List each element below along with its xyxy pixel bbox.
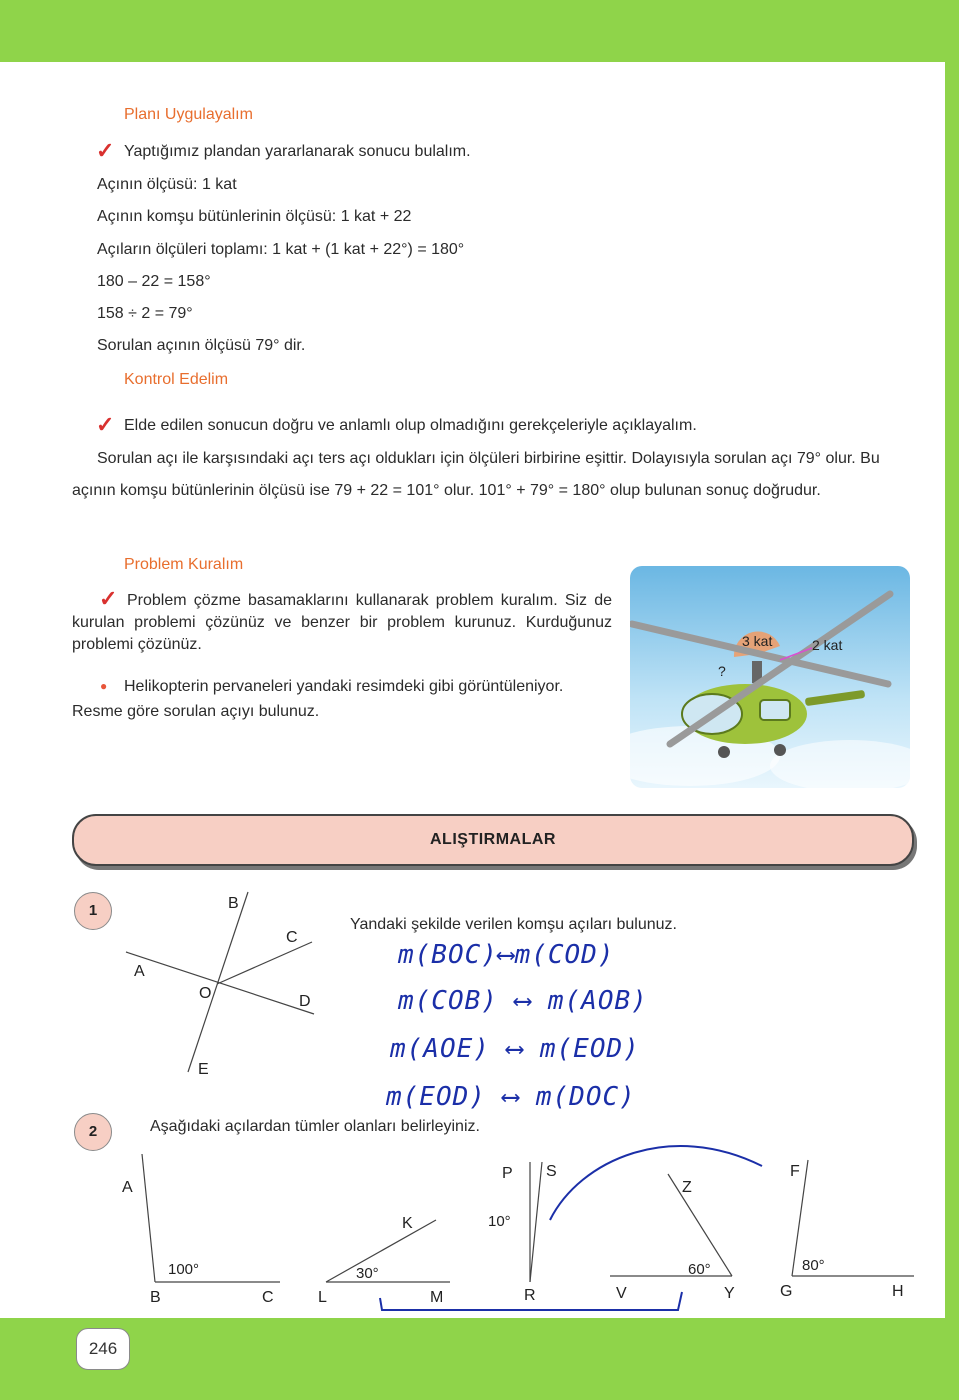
angle-ZYV (610, 1174, 735, 1302)
label-C: C (286, 929, 298, 946)
label-Z: Z (682, 1179, 692, 1196)
exercise1-figure (110, 880, 330, 1080)
control-paragraph: Sorulan açı ile karşısındaki açı ters açı oldukları için ölçüleri birbirine eşittir. Dolayısıyla sorulan açı 79° olur. Bu açının komşu bütünlerinin ölçüsü ise 79 + 22 = 101° olur. 101° + 79° = 180° olup bulunan sonuç doğrudur. (72, 450, 880, 499)
page-number: 246 (76, 1328, 130, 1370)
problem-bullet: Helikopterin pervaneleri yandaki resimdeki gibi görüntüleniyor. Resme göre sorulan açıyı bulunuz. (72, 678, 564, 720)
plan-line: Açının ölçüsü: 1 kat (97, 176, 237, 193)
problem-intro: Problem çözme basamaklarını kullanarak problem kuralım. Siz de kurulan problemi çözünüz ve benzer bir problem kurunuz. Kurduğunuz problemi çözünüz. (72, 592, 612, 653)
degree-label: 60° (688, 1261, 711, 1278)
exercise2-figures (110, 1140, 930, 1318)
helicopter-figure (630, 566, 910, 788)
check-icon: ✓ (99, 586, 118, 611)
check-icon: ✓ (96, 412, 115, 437)
label-O: O (199, 985, 212, 1002)
label-G: G (780, 1283, 793, 1300)
exercise-number: 2 (74, 1113, 112, 1151)
label-2kat: 2 kat (812, 637, 843, 653)
exercises-title: ALIŞTIRMALAR (430, 831, 556, 848)
check-icon: ✓ (96, 138, 115, 163)
plan-line: 180 – 22 = 158° (97, 273, 211, 290)
problem-heading: Problem Kuralım (124, 556, 244, 573)
angle-FGH (780, 1160, 914, 1300)
exercise2-instruction: Aşağıdaki açılardan tümler olanları belirleyiniz. (150, 1118, 480, 1135)
angle-ABC (122, 1154, 280, 1306)
degree-label: 30° (356, 1265, 379, 1282)
side-color-band (945, 0, 959, 1400)
label-L: L (318, 1289, 327, 1306)
label-K: K (402, 1215, 413, 1232)
label-H: H (892, 1283, 904, 1300)
label-V: V (616, 1285, 627, 1302)
bullet-icon: ● (100, 679, 108, 693)
handwritten-answer: m(AOE) ⟷ m(EOD) (390, 1034, 640, 1064)
angle-KLM (318, 1215, 450, 1306)
label-F: F (790, 1163, 800, 1180)
exercise1-instruction: Yandaki şekilde verilen komşu açıları bulunuz. (350, 916, 677, 933)
label-Y: Y (724, 1285, 735, 1302)
label-3kat: 3 kat (742, 633, 773, 649)
handwritten-answer: m(EOD) ⟷ m(DOC) (386, 1082, 636, 1112)
handwritten-answer: m(COB) ⟷ m(AOB) (398, 986, 648, 1016)
label-B: B (228, 895, 239, 912)
label-A: A (134, 963, 145, 980)
degree-label: 100° (168, 1261, 200, 1278)
label-M: M (430, 1289, 444, 1306)
plan-line: Açının komşu bütünlerinin ölçüsü: 1 kat + 22 (97, 208, 412, 225)
label-P: P (502, 1165, 513, 1182)
exercises-banner (72, 814, 914, 866)
bottom-color-band (0, 1318, 959, 1400)
label-E: E (198, 1061, 209, 1078)
label-question: ? (718, 663, 726, 679)
plan-heading: Planı Uygulayalım (124, 106, 253, 123)
degree-label: 10° (488, 1213, 511, 1230)
exercise-number: 1 (74, 892, 112, 930)
ray-OC (217, 942, 312, 984)
label-C: C (262, 1289, 274, 1306)
label-A: A (122, 1179, 133, 1196)
control-heading: Kontrol Edelim (124, 371, 229, 388)
label-S: S (546, 1163, 557, 1180)
handwritten-arrow (550, 1146, 762, 1220)
plan-line: Açıların ölçüleri toplamı: 1 kat + (1 kat + 22°) = 180° (97, 241, 465, 258)
degree-label: 80° (802, 1257, 825, 1274)
top-color-band (0, 0, 959, 62)
plan-intro: Yaptığımız plandan yararlanarak sonucu bulalım. (124, 143, 471, 160)
handwritten-answer: m(BOC)⟷m(COD) (398, 940, 615, 970)
angle-PRS (488, 1162, 557, 1304)
label-D: D (299, 993, 311, 1010)
label-R: R (524, 1287, 536, 1304)
control-intro: Elde edilen sonucun doğru ve anlamlı olup olmadığını gerekçeleriyle açıklayalım. (124, 417, 697, 434)
plan-line: 158 ÷ 2 = 79° (97, 305, 193, 322)
label-B: B (150, 1289, 161, 1306)
plan-line: Sorulan açının ölçüsü 79° dir. (97, 337, 306, 354)
